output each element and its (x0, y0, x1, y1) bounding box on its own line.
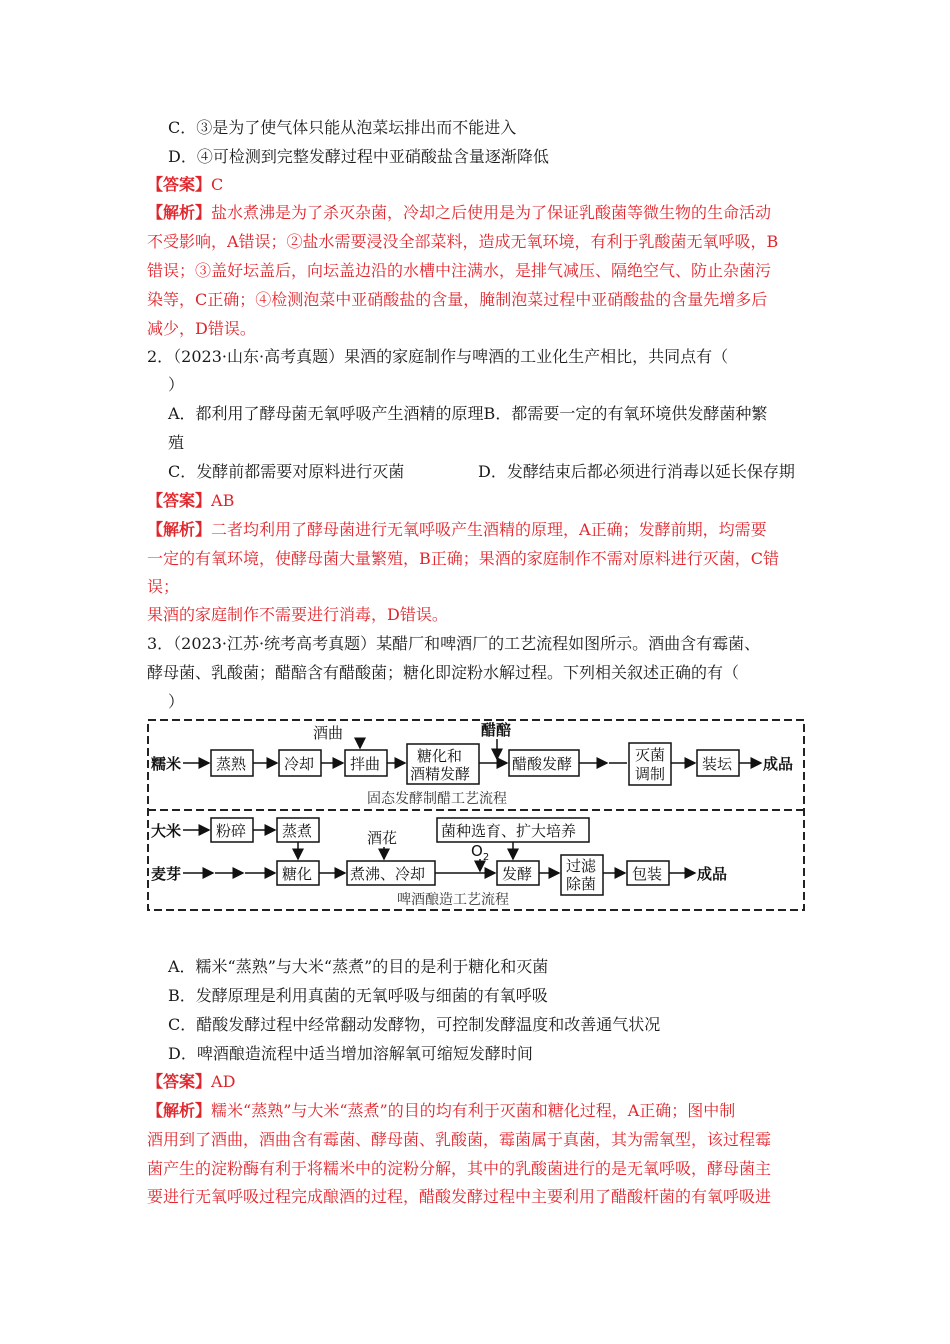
q2-answer (147, 491, 234, 511)
q1-analysis-line-1 (147, 203, 771, 223)
beer-caption: 啤酒酿造工艺流程 (397, 892, 509, 908)
analysis-tag: 【解析】 (147, 203, 212, 222)
q3-analysis-line-3: 菌产生的淀粉酶有利于将糯米中的淀粉分解，其中的乳酸菌进行的是无氧呼吸，酵母菌主 (147, 1159, 772, 1178)
q1-analysis-line-2: 不受影响，A错误；②盐水需要浸没全部菜料，造成无氧环境，有利于乳酸菌无氧呼吸，B (147, 232, 779, 251)
q3-option-d: D．啤酒酿造流程中适当增加溶解氧可缩短发酵时间 (168, 1044, 533, 1063)
q3-answer (147, 1072, 235, 1092)
analysis-text: 糯米“蒸熟”与大米“蒸煮”的目的均有利于灭菌和糖化过程，A正确；图中制 (211, 1101, 736, 1120)
q2-stem-line-1: 2．（2023·山东·高考真题）果酒的家庭制作与啤酒的工业化生产相比，共同点有（ (147, 347, 729, 366)
q2-option-a: A．都利用了酵母菌无氧呼吸产生酒精的原理B．都需要一定的有氧环境供发酵菌种繁 (168, 404, 768, 423)
answer-value: AB (211, 491, 235, 510)
step-acetic-ferment-label: 醋酸发酵 (512, 755, 573, 773)
q3-stem-line-3: ） (168, 692, 185, 711)
answer-tag: 【答案】 (147, 1072, 212, 1091)
beer-start-rice-label: 大米 (151, 822, 182, 840)
q2-option-d: D．发酵结束后都必须进行消毒以延长保存期 (478, 462, 795, 481)
step-adjust-label: 调制 (635, 765, 666, 783)
vinegar-start-label: 糯米 (151, 755, 182, 773)
step-jar-label: 装坛 (702, 755, 733, 773)
step-mix-label: 拌曲 (350, 755, 381, 773)
answer-value: C (211, 175, 224, 194)
step-package-label: 包装 (632, 865, 663, 883)
q2-analysis-line-3: 误； (147, 577, 180, 596)
q3-option-b: B．发酵原理是利用真菌的无氧呼吸与细菌的有氧呼吸 (168, 986, 548, 1005)
q1-analysis-line-5: 减少，D错误。 (147, 319, 256, 338)
step-sterilize-label: 灭菌 (635, 746, 666, 764)
input-oxygen-label: $O_2$ (471, 842, 490, 863)
step-ferment-label: 发酵 (502, 865, 533, 883)
q3-analysis-line-2: 酒用到了酒曲，酒曲含有霉菌、酵母菌、乳酸菌，霉菌属于真菌，其为需氧型，该过程霉 (147, 1130, 772, 1149)
q3-analysis-line-4: 要进行无氧呼吸过程完成酿酒的过程，醋酸发酵过程中主要利用了醋酸杆菌的有氧呼吸进 (147, 1187, 772, 1206)
analysis-tag: 【解析】 (147, 1101, 212, 1120)
step-crush-label: 粉碎 (216, 822, 247, 840)
process-flow-diagram (147, 719, 805, 911)
beer-end-label: 成品 (697, 865, 728, 883)
input-jiuqu-label: 酒曲 (313, 724, 344, 742)
step-saccharify-label: 糖化和 (417, 747, 463, 765)
q1-answer (147, 175, 223, 195)
q2-analysis-line-2: 一定的有氧环境，使酵母菌大量繁殖，B正确；果酒的家庭制作不需对原料进行灭菌，C错 (147, 549, 780, 568)
input-hops-label: 酒花 (367, 829, 398, 847)
q1-option-d: D．④可检测到完整发酵过程中亚硝酸盐含量逐渐降低 (168, 147, 549, 166)
vinegar-end-label: 成品 (763, 755, 794, 773)
step-degerm-label: 除菌 (566, 875, 597, 893)
analysis-text: 盐水煮沸是为了杀灭杂菌，冷却之后使用是为了保证乳酸菌等微生物的生命活动 (211, 203, 772, 222)
q1-analysis-line-3: 错误；③盖好坛盖后，向坛盖边沿的水槽中注满水，是排气减压、隔绝空气、防止杂菌污 (147, 261, 772, 280)
step-filter-label: 过滤 (566, 857, 597, 875)
analysis-tag: 【解析】 (147, 520, 212, 539)
step-saccharify-beer-label: 糖化 (282, 865, 313, 883)
step-steam-label: 蒸熟 (216, 755, 247, 773)
q1-option-c: C．③是为了使气体只能从泡菜坛排出而不能进入 (168, 118, 517, 137)
vinegar-caption: 固态发酵制醋工艺流程 (367, 791, 507, 807)
step-boil-cool-label: 煮沸、冷却 (350, 865, 426, 883)
q3-stem-line-1: 3．（2023·江苏·统考高考真题）某醋厂和啤酒厂的工艺流程如图所示。酒曲含有霉菌、 (147, 634, 761, 653)
q3-option-a: A．糯米“蒸熟”与大米“蒸煮”的目的是利于糖化和灭菌 (168, 957, 549, 976)
q3-option-c: C．醋酸发酵过程中经常翻动发酵物，可控制发酵温度和改善通气状况 (168, 1015, 661, 1034)
beer-start-malt-label: 麦芽 (151, 865, 182, 883)
q2-analysis-line-1 (147, 520, 767, 540)
step-boil-rice-label: 蒸煮 (282, 822, 313, 840)
q2-option-a-cont: 殖 (168, 433, 185, 452)
q1-analysis-line-4: 染等，C正确；④检测泡菜中亚硝酸盐的含量，腌制泡菜过程中亚硝酸盐的含量先增多后 (147, 290, 768, 309)
step-cool-label: 冷却 (284, 755, 315, 773)
q2-stem-line-2: ） (168, 375, 185, 394)
answer-tag: 【答案】 (147, 175, 212, 194)
step-alcohol-ferment-label: 酒精发酵 (410, 765, 471, 783)
q2-analysis-line-4: 果酒的家庭制作不需要进行消毒，D错误。 (147, 605, 448, 624)
q2-option-c: C．发酵前都需要对原料进行灭菌 (168, 462, 405, 481)
answer-value: AD (211, 1072, 236, 1091)
analysis-text: 二者均利用了酵母菌进行无氧呼吸产生酒精的原理，A正确；发酵前期，均需要 (211, 520, 767, 539)
step-strain-label: 菌种选育、扩大培养 (441, 822, 577, 840)
answer-tag: 【答案】 (147, 491, 212, 510)
q3-stem-line-2: 酵母菌、乳酸菌；醋醅含有醋酸菌；糖化即淀粉水解过程。下列相关叙述正确的有（ (147, 663, 740, 682)
input-cupei-label: 醋醅 (481, 721, 512, 739)
q3-analysis-line-1 (147, 1101, 735, 1121)
